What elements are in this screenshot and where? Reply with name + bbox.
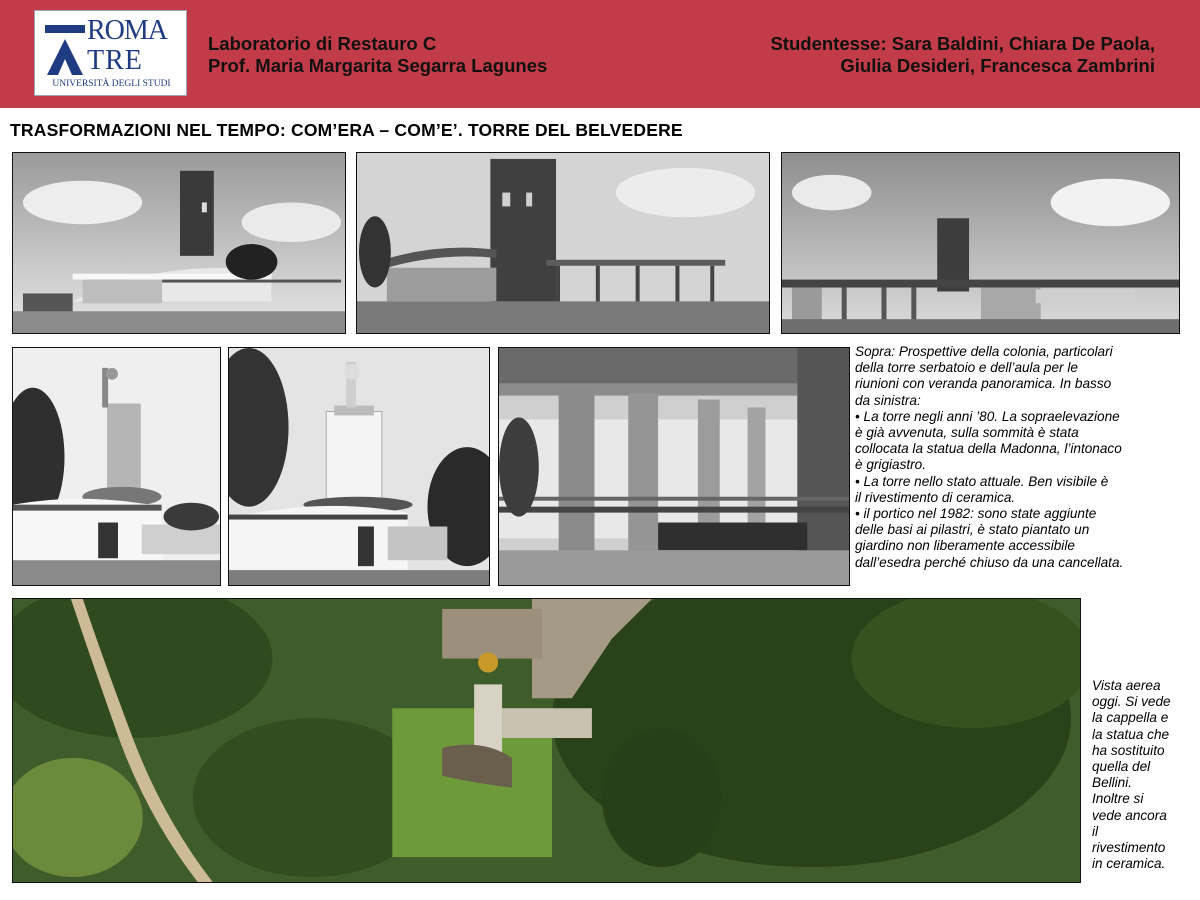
photo-caption-main bbox=[855, 344, 1195, 571]
caption-line: • La torre negli anni ’80. La sopraelevazione bbox=[855, 408, 1120, 424]
caption-line: rivestimento bbox=[1092, 840, 1166, 856]
caption-line: il rivestimento di ceramica. bbox=[855, 489, 1016, 505]
caption-line: • La torre nello stato attuale. Ben visibile è bbox=[855, 473, 1109, 489]
students-info bbox=[640, 33, 1155, 77]
logo-tre-text: TRE bbox=[87, 45, 143, 76]
photo-tower-today bbox=[228, 347, 490, 586]
caption-line: da sinistra: bbox=[855, 392, 921, 408]
logo-roma-text: ROMA bbox=[87, 15, 168, 46]
university-logo bbox=[34, 10, 187, 96]
aerial-caption bbox=[1092, 678, 1192, 872]
header-banner bbox=[0, 0, 1200, 108]
historic-photo-tower-veranda bbox=[356, 152, 770, 334]
caption-line: • il portico nel 1982: sono state aggiunte bbox=[855, 506, 1097, 522]
caption-line: quella del bbox=[1092, 759, 1151, 775]
caption-line: in ceramica. bbox=[1092, 856, 1166, 872]
caption-line: la cappella e bbox=[1092, 710, 1169, 726]
caption-line: Bellini. bbox=[1092, 775, 1133, 791]
caption-line: riunioni con veranda panoramica. In basso bbox=[855, 376, 1112, 392]
caption-line: oggi. Si vede bbox=[1092, 694, 1171, 710]
professor-name: Prof. Maria Margarita Segarra Lagunes bbox=[208, 55, 548, 76]
caption-line: il bbox=[1092, 823, 1099, 839]
caption-line: Vista aerea bbox=[1092, 678, 1161, 693]
caption-line: è già avvenuta, sulla sommità è stata bbox=[855, 425, 1079, 441]
caption-line: giardino non liberamente accessibile bbox=[855, 538, 1075, 554]
photo-tower-1980s bbox=[12, 347, 221, 586]
logo-arch-icon bbox=[43, 21, 87, 77]
caption-line: collocata la statua della Madonna, l’intonaco bbox=[855, 441, 1122, 457]
photo-portico-1982 bbox=[498, 347, 850, 586]
caption-line: della torre serbatoio e dell’aula per le bbox=[855, 360, 1078, 376]
course-title: Laboratorio di Restauro C bbox=[208, 33, 437, 54]
caption-line: delle basi ai pilastri, è stato piantato un bbox=[855, 522, 1090, 538]
historic-photo-tower-wide bbox=[781, 152, 1180, 334]
students-line-1: Studentesse: Sara Baldini, Chiara De Paola, bbox=[770, 33, 1155, 54]
logo-subtitle: UNIVERSITÀ DEGLI STUDI bbox=[52, 79, 171, 89]
caption-line: Sopra: Prospettive della colonia, particolari bbox=[855, 344, 1113, 359]
caption-line: dall’esedra perché chiuso da una cancellata. bbox=[855, 554, 1124, 570]
caption-line: ha sostituito bbox=[1092, 742, 1165, 758]
course-info bbox=[208, 33, 547, 77]
caption-line: la statua che bbox=[1092, 726, 1170, 742]
caption-line: Inoltre si bbox=[1092, 791, 1144, 807]
historic-photo-tower-left bbox=[12, 152, 346, 334]
aerial-photo bbox=[12, 598, 1081, 883]
caption-line: vede ancora bbox=[1092, 807, 1167, 823]
caption-line: è grigiastro. bbox=[855, 457, 927, 473]
page-title: TRASFORMAZIONI NEL TEMPO: COM’ERA – COM’E’. TORRE DEL BELVEDERE bbox=[10, 120, 683, 140]
students-line-2: Giulia Desideri, Francesca Zambrini bbox=[840, 55, 1155, 76]
